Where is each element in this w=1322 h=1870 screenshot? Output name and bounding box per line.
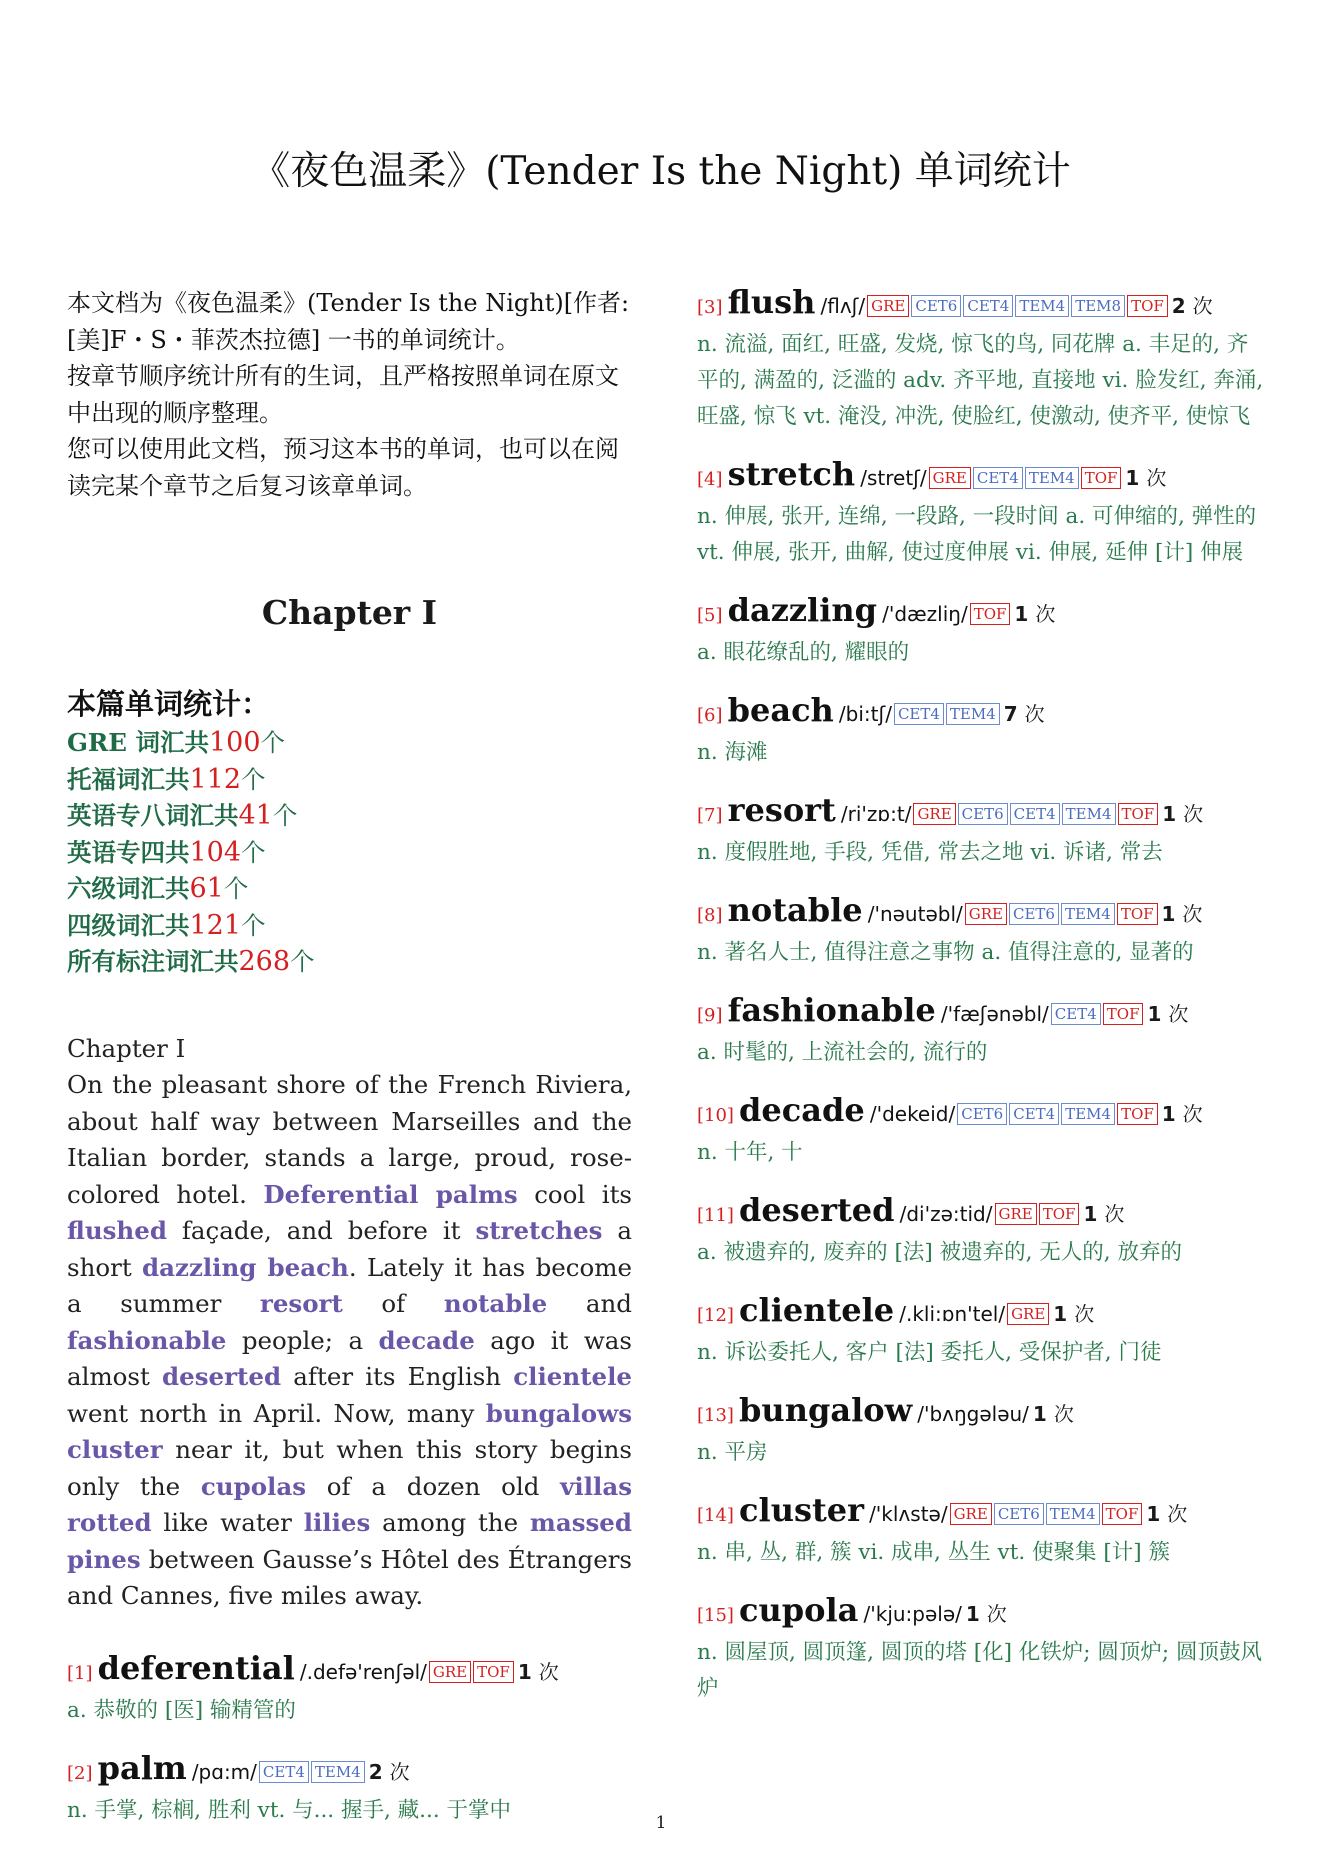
exam-tag: TEM4 <box>1015 295 1069 317</box>
stat-tem4 <box>67 835 632 872</box>
left-column <box>67 285 632 1849</box>
word-entry <box>697 1091 1267 1171</box>
entry-word: resort <box>727 791 836 829</box>
entry-definition: a. 恭敬的 [医] 输精管的 <box>67 1697 296 1723</box>
stat-label: 六级词汇共 <box>67 874 190 903</box>
entry-pronunciation: /'dæzliŋ/ <box>882 602 968 626</box>
exam-tag: TOF <box>1117 903 1158 925</box>
exam-tag: GRE <box>429 1661 471 1683</box>
count-unit: 次 <box>1183 802 1204 826</box>
occurrence-count <box>1014 602 1055 626</box>
exam-tag: TOF <box>1081 467 1122 489</box>
stat-unit: 个 <box>272 801 298 830</box>
count-value: 1 <box>1161 1102 1176 1126</box>
entry-index: [10] <box>697 1105 734 1126</box>
stat-value: 100 <box>209 727 261 758</box>
entry-word: notable <box>727 891 863 929</box>
intro-line-1: 本文档为《夜色温柔》(Tender Is the Night)[作者: [美]F・S・菲茨杰拉德] 一书的单词统计。 <box>67 289 630 354</box>
entry-definition: n. 度假胜地, 手段, 凭借, 常去之地 vi. 诉诸, 常去 <box>697 840 1163 865</box>
exam-tag: CET4 <box>1009 1103 1059 1125</box>
occurrence-count <box>1162 902 1203 926</box>
count-value: 1 <box>1162 802 1177 826</box>
occurrence-count <box>1146 1502 1187 1526</box>
stat-toefl <box>67 762 632 799</box>
stat-value: 268 <box>238 946 291 977</box>
entry-index: [15] <box>697 1605 734 1626</box>
stats-heading: 本篇单词统计： <box>67 687 271 721</box>
text-segment: went north in April. Now, many <box>67 1398 486 1428</box>
count-value: 7 <box>1003 702 1018 726</box>
highlighted-word: deserted <box>162 1362 282 1391</box>
exam-tag: TOF <box>1039 1203 1080 1225</box>
stat-label: GRE 词汇共 <box>67 728 209 757</box>
count-unit: 次 <box>538 1659 559 1684</box>
exam-tag: GRE <box>995 1203 1037 1225</box>
text-segment: On the pleasant shore of the French Riviera, about half way between Marseilles and the Italian border, stands a large, proud, rose-colored hotel. <box>67 1070 632 1209</box>
word-entry-header <box>697 455 1267 499</box>
entry-index: [14] <box>697 1505 734 1526</box>
entry-word: dazzling <box>727 591 877 629</box>
exam-tag: GRE <box>1007 1303 1049 1325</box>
highlighted-word: flushed <box>67 1216 167 1245</box>
exam-tag: TOF <box>1127 295 1168 317</box>
count-value: 1 <box>1125 466 1140 490</box>
exam-tag: CET6 <box>994 1503 1044 1525</box>
word-entry <box>697 991 1267 1071</box>
count-value: 2 <box>368 1759 383 1784</box>
exam-tag: TOF <box>1103 1003 1144 1025</box>
intro <box>67 285 632 504</box>
exam-tag: CET4 <box>259 1761 309 1783</box>
entry-definition: n. 圆屋顶, 圆顶篷, 圆顶的塔 [化] 化铁炉; 圆顶炉; 圆顶鼓风炉 <box>697 1640 1262 1701</box>
word-entry-header <box>67 1749 632 1793</box>
highlighted-word: Deferential palms <box>263 1179 518 1209</box>
word-entry-header <box>697 283 1267 327</box>
count-unit: 次 <box>1035 602 1056 626</box>
stat-cet4 <box>67 908 632 945</box>
entry-pronunciation: /'bʌŋgələu/ <box>917 1402 1029 1426</box>
word-entry-header <box>697 1491 1267 1535</box>
word-entry <box>697 791 1267 871</box>
entry-definition: n. 手掌, 棕榈, 胜利 vt. 与... 握手, 藏... 于掌中 <box>67 1797 511 1823</box>
entry-word: cupola <box>739 1591 859 1629</box>
exam-tag: TEM4 <box>1061 903 1115 925</box>
entry-index: [2] <box>67 1762 93 1784</box>
count-value: 1 <box>517 1659 532 1684</box>
occurrence-count <box>1162 802 1203 826</box>
count-unit: 次 <box>1192 294 1213 318</box>
word-entry <box>697 891 1267 971</box>
entry-definition: n. 串, 丛, 群, 簇 vi. 成串, 丛生 vt. 使聚集 [计] 簇 <box>697 1540 1170 1565</box>
stat-unit: 个 <box>290 947 315 976</box>
entry-index: [12] <box>697 1305 734 1326</box>
stat-label: 英语专八词汇共 <box>67 801 239 830</box>
word-entry <box>67 1649 632 1729</box>
entry-word: beach <box>727 691 834 729</box>
count-unit: 次 <box>1182 902 1203 926</box>
stat-label: 英语专四共 <box>67 837 190 867</box>
entry-word: bungalow <box>739 1391 913 1429</box>
occurrence-count <box>1083 1202 1124 1226</box>
count-value: 2 <box>1171 294 1186 318</box>
entry-definition: n. 著名人士, 值得注意之事物 a. 值得注意的, 显著的 <box>697 940 1194 965</box>
exam-tag: CET4 <box>894 703 944 725</box>
entry-word: flush <box>727 283 816 321</box>
entry-definition: n. 平房 <box>697 1440 768 1465</box>
count-unit: 次 <box>1167 1502 1188 1526</box>
word-entry-header <box>67 1649 632 1693</box>
exam-tag: TEM8 <box>1071 295 1125 317</box>
exam-tag: CET6 <box>957 1103 1007 1125</box>
entry-definition: n. 诉讼委托人, 客户 [法] 委托人, 受保护者, 门徒 <box>697 1340 1162 1365</box>
entry-pronunciation: /pɑ:m/ <box>191 1759 257 1784</box>
entry-index: [5] <box>697 605 723 626</box>
entry-index: [13] <box>697 1405 734 1426</box>
word-entry <box>697 455 1267 571</box>
exam-tag: GRE <box>867 295 909 317</box>
entry-pronunciation: /bi:tʃ/ <box>838 702 892 726</box>
exam-tag: TEM4 <box>311 1761 365 1783</box>
entry-index: [11] <box>697 1205 734 1226</box>
text-segment: of <box>342 1289 444 1318</box>
exam-tag: CET6 <box>958 803 1008 825</box>
entry-index: [3] <box>697 297 723 318</box>
entry-word: deferential <box>97 1648 295 1687</box>
count-value: 1 <box>1032 1402 1047 1426</box>
entry-index: [9] <box>697 1005 723 1026</box>
stat-value: 112 <box>189 763 242 795</box>
entry-word: fashionable <box>727 991 936 1029</box>
text-segment: people; a <box>226 1325 379 1355</box>
word-entry-header <box>697 1191 1267 1235</box>
text-segment: between Gausse’s Hôtel des Étrangers and Cannes, five miles away. <box>67 1544 632 1610</box>
stats-list <box>67 725 632 981</box>
entry-pronunciation: /'kju:pələ/ <box>863 1602 962 1626</box>
count-value: 1 <box>1053 1302 1068 1326</box>
document-title: 《夜色温柔》(Tender Is the Night) 单词统计 <box>251 149 1071 194</box>
occurrence-count <box>1147 1002 1188 1026</box>
entry-pronunciation: /'klʌstə/ <box>869 1502 948 1526</box>
exam-tag: GRE <box>913 803 955 825</box>
stat-unit: 个 <box>241 764 266 794</box>
exam-tag: TEM4 <box>1061 1103 1115 1125</box>
occurrence-count <box>369 1760 410 1784</box>
entry-definition: a. 时髦的, 上流社会的, 流行的 <box>697 1040 988 1065</box>
entry-definition: n. 海滩 <box>697 740 768 765</box>
highlighted-word: massed pines <box>67 1508 632 1574</box>
count-value: 1 <box>1083 1202 1098 1226</box>
entry-definition: n. 十年, 十 <box>697 1140 803 1165</box>
entry-word: decade <box>739 1091 865 1129</box>
chapter-text <box>67 1031 632 1615</box>
count-unit: 次 <box>1074 1302 1095 1326</box>
text-segment: ago it was almost <box>67 1325 632 1391</box>
count-unit: 次 <box>1182 1102 1203 1126</box>
entry-pronunciation: /'dekeid/ <box>869 1102 956 1126</box>
occurrence-count <box>966 1602 1007 1626</box>
exam-tag: TOF <box>1118 803 1159 825</box>
highlighted-word: clientele <box>513 1362 632 1391</box>
exam-tag: TEM4 <box>946 703 1000 725</box>
entry-pronunciation: /.defə'renʃəl/ <box>299 1659 427 1684</box>
exam-tag: CET4 <box>1051 1003 1101 1025</box>
right-column <box>697 285 1267 1727</box>
count-value: 1 <box>1014 602 1029 626</box>
word-entry-header <box>697 1391 1267 1435</box>
highlighted-word: cupolas <box>200 1471 307 1501</box>
stat-value: 61 <box>189 873 224 904</box>
word-entry-header <box>697 791 1267 835</box>
text-segment: . Lately it has become a summer <box>67 1252 633 1318</box>
highlighted-word: fashionable <box>67 1325 227 1355</box>
intro-line-2: 按章节顺序统计所有的生词，且严格按照单词在原文中出现的顺序整理。 <box>67 362 619 427</box>
exam-tag: GRE <box>950 1503 992 1525</box>
text-segment: cool its <box>517 1179 632 1209</box>
exam-tag: GRE <box>965 903 1007 925</box>
exam-tag: TEM4 <box>1046 1503 1100 1525</box>
stat-all <box>67 944 632 981</box>
entry-definition: n. 伸展, 张开, 连绵, 一段路, 一段时间 a. 可伸缩的, 弹性的 vt. 伸展, 张开, 曲解, 使过度伸展 vi. 伸展, 延伸 [计] 伸展 <box>697 504 1257 565</box>
entry-definition: n. 流溢, 面红, 旺盛, 发烧, 惊飞的鸟, 同花牌 a. 丰足的, 齐平的, 满盈的, 泛滥的 adv. 齐平地, 直接地 vi. 脸发红, 奔涌, 旺盛, 惊飞 vt. 淹没, 冲洗, 使脸红, 使激动, 使齐平, 使惊飞 <box>697 332 1264 429</box>
chapter-text-body <box>67 1067 632 1615</box>
entry-index: [1] <box>67 1662 93 1684</box>
stat-unit: 个 <box>260 728 286 757</box>
entry-word: cluster <box>739 1491 864 1529</box>
entry-definition: a. 眼花缭乱的, 耀眼的 <box>697 640 910 665</box>
stat-value: 41 <box>238 800 273 831</box>
text-segment: after its English <box>281 1362 514 1391</box>
occurrence-count <box>1125 466 1166 490</box>
stat-label: 四级词汇共 <box>67 910 190 940</box>
exam-tag: TEM4 <box>1025 467 1079 489</box>
chapter-heading: Chapter I <box>261 593 438 632</box>
exam-tag: GRE <box>929 467 971 489</box>
entry-word: clientele <box>739 1291 895 1329</box>
word-entry <box>697 591 1267 671</box>
word-entry <box>697 1191 1267 1271</box>
intro-line-3: 您可以使用此文档，预习这本书的单词，也可以在阅读完某个章节之后复习该章单词。 <box>67 435 619 500</box>
count-unit: 次 <box>1146 466 1167 490</box>
count-value: 1 <box>1147 1002 1162 1026</box>
stat-unit: 个 <box>223 874 249 903</box>
page-number: 1 <box>655 1813 667 1833</box>
word-list-left <box>67 1649 632 1829</box>
word-entry-header <box>697 591 1267 635</box>
entry-pronunciation: /flʌʃ/ <box>820 294 866 318</box>
entry-index: [4] <box>697 469 723 490</box>
exam-tag: CET4 <box>973 467 1023 489</box>
stat-unit: 个 <box>241 837 266 867</box>
entry-pronunciation: /.kli:ɒn'tel/ <box>899 1302 1006 1326</box>
exam-tag: CET4 <box>963 295 1013 317</box>
text-segment: façade, and before it <box>166 1216 476 1245</box>
stat-value: 104 <box>189 836 242 868</box>
word-entry <box>697 1591 1267 1707</box>
entry-definition: a. 被遗弃的, 废弃的 [法] 被遗弃的, 无人的, 放弃的 <box>697 1240 1182 1265</box>
word-entry-header <box>697 1091 1267 1135</box>
exam-tag: TOF <box>1102 1503 1143 1525</box>
text-segment: among the <box>370 1508 530 1537</box>
stat-tem8 <box>67 798 632 835</box>
entry-pronunciation: /ri'zɒ:t/ <box>840 802 912 826</box>
word-entry-header <box>697 691 1267 735</box>
stat-label: 所有标注词汇共 <box>67 947 239 976</box>
occurrence-count <box>1162 1102 1203 1126</box>
highlighted-word: bungalows cluster <box>67 1398 632 1464</box>
count-unit: 次 <box>1104 1202 1125 1226</box>
text-segment: like water <box>151 1508 304 1537</box>
text-segment: a short <box>67 1216 632 1282</box>
text-segment: near it, but when this story begins only the <box>67 1435 632 1501</box>
stat-unit: 个 <box>241 910 266 940</box>
occurrence-count <box>1033 1402 1074 1426</box>
highlighted-word: dazzling beach <box>142 1252 349 1282</box>
word-entry <box>697 1391 1267 1471</box>
entry-pronunciation: /'nəutəbl/ <box>867 902 963 926</box>
occurrence-count <box>1053 1302 1094 1326</box>
highlighted-word: lilies <box>303 1508 371 1537</box>
word-entry-header <box>697 891 1267 935</box>
highlighted-word: villas rotted <box>67 1471 632 1537</box>
highlighted-word: notable <box>443 1289 548 1318</box>
entry-index: [8] <box>697 905 723 926</box>
text-segment: and <box>547 1289 632 1318</box>
text-segment: of a dozen old <box>306 1471 561 1501</box>
count-value: 1 <box>1161 902 1176 926</box>
stat-cet6 <box>67 871 632 908</box>
stat-label: 托福词汇共 <box>67 764 190 794</box>
word-entry <box>697 1491 1267 1571</box>
count-unit: 次 <box>1168 1002 1189 1026</box>
count-value: 1 <box>965 1602 980 1626</box>
count-unit: 次 <box>986 1602 1007 1626</box>
occurrence-count <box>518 1660 559 1684</box>
exam-tag: TEM4 <box>1062 803 1116 825</box>
entry-word: stretch <box>727 455 856 493</box>
entry-word: deserted <box>739 1191 895 1229</box>
count-unit: 次 <box>1053 1402 1074 1426</box>
word-list-right <box>697 283 1267 1707</box>
word-entry-header <box>697 1591 1267 1635</box>
exam-tag: TOF <box>1117 1103 1158 1125</box>
word-entry <box>697 691 1267 771</box>
count-unit: 次 <box>389 1759 410 1784</box>
occurrence-count <box>1004 702 1045 726</box>
exam-tag: CET6 <box>1009 903 1059 925</box>
count-value: 1 <box>1146 1502 1161 1526</box>
exam-tag: CET6 <box>911 295 961 317</box>
exam-tag: TOF <box>970 603 1011 625</box>
entry-pronunciation: /di'zə:tid/ <box>899 1202 993 1226</box>
word-entry-header <box>697 1291 1267 1335</box>
entry-pronunciation: /stretʃ/ <box>860 466 927 490</box>
word-entry <box>697 1291 1267 1371</box>
entry-index: [6] <box>697 705 723 726</box>
stat-value: 121 <box>189 909 242 941</box>
word-entry-header <box>697 991 1267 1035</box>
exam-tag: CET4 <box>1010 803 1060 825</box>
highlighted-word: decade <box>378 1325 475 1355</box>
entry-pronunciation: /'fæʃənəbl/ <box>940 1002 1049 1026</box>
chapter-text-label: Chapter I <box>67 1033 186 1063</box>
entry-word: palm <box>97 1748 187 1787</box>
count-unit: 次 <box>1024 702 1045 726</box>
entry-index: [7] <box>697 805 723 826</box>
highlighted-word: stretches <box>475 1216 603 1245</box>
stat-gre <box>67 725 632 762</box>
occurrence-count <box>1172 294 1213 318</box>
exam-tag: TOF <box>473 1661 514 1683</box>
highlighted-word: resort <box>259 1289 343 1318</box>
word-entry <box>697 283 1267 435</box>
